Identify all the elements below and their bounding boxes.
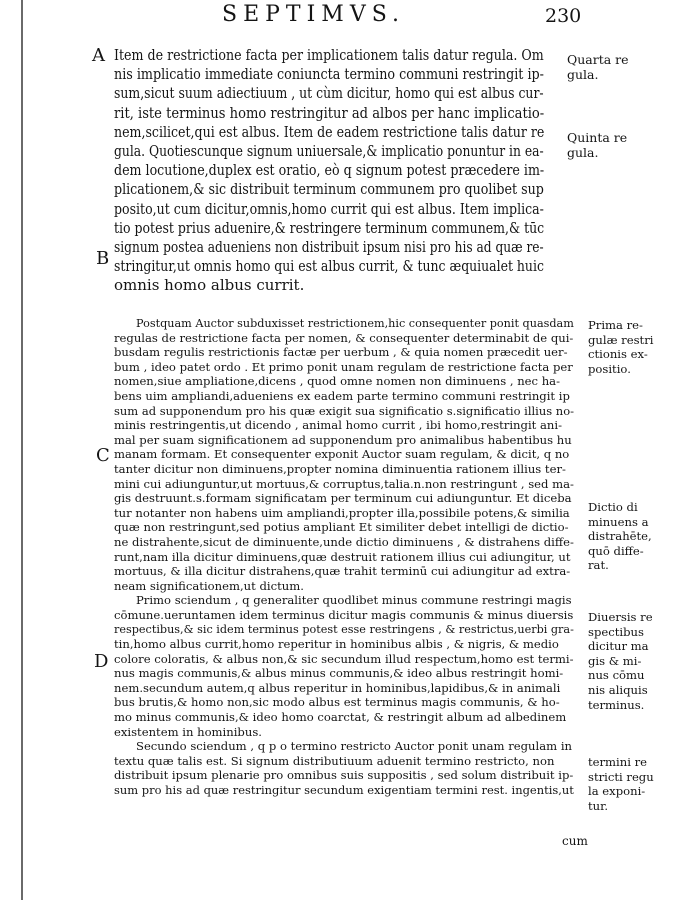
text-line: Item de restrictione facta per implicationem talis datur regula. Om: [114, 46, 544, 64]
side-note-line: terminus.: [588, 697, 645, 712]
side-note-line: Prima re-: [588, 318, 643, 332]
margin-marker-b: B: [96, 248, 110, 269]
text-line: quæ non restringunt,sed potius ampliant Et similiter debet intelligi de dictio-: [114, 520, 569, 535]
side-note-line: Dictio di: [588, 500, 638, 514]
side-note-line: positio.: [588, 361, 631, 376]
text-line: nem.secundum autem,q albus reperitur in hominibus,lapidibus,& in animali: [114, 680, 561, 695]
text-line: nus magis communis,& albus minus communis,& ideo albus restringit homi-: [114, 666, 564, 681]
side-note-line: stricti regu: [588, 769, 654, 784]
side-note-line: quō diffe-: [588, 543, 644, 558]
text-line: ne distrahente,sicut de diminuente,unde dictio diminuens , & distrahens diffe-: [114, 534, 574, 549]
margin-marker-d: D: [94, 651, 109, 672]
text-line: runt,nam illa dicitur diminuens,quæ destruit rationem illius cui adiungitur, ut: [114, 549, 571, 564]
side-note-line: dicitur ma: [588, 639, 649, 654]
margin-marker-a: A: [92, 45, 105, 66]
text-line: sum,sicut suum adiectiuum , ut cùm dicitur, homo qui est albus cur-: [114, 84, 544, 103]
text-line: tin,homo albus currit,homo reperitur in hominibus albis , & nigris, & medio: [114, 637, 559, 652]
margin-marker-c: C: [96, 445, 110, 466]
text-line: respectibus,& sic idem terminus potest esse restringens , & restrictus,uerbi gra-: [114, 622, 574, 637]
text-line: omnis homo albus currit.: [114, 276, 305, 295]
text-line: rit, iste terminus homo restringitur ad albos per hanc implicatio-: [114, 103, 545, 122]
text-line: stringitur,ut omnis homo qui est albus currit, & tunc æquiualet huic: [114, 257, 544, 276]
side-note-line: la exponi-: [588, 784, 646, 799]
side-note-line: spectibus: [588, 624, 644, 639]
text-line: mal per suam significationem ad supponendum pro animalibus habentibus hu: [114, 432, 572, 447]
side-note-line: gis & mi-: [588, 653, 642, 668]
text-line: signum postea adueniens non distribuit ipsum nisi pro his ad quæ re-: [114, 237, 544, 256]
text-line: colore coloratis, & albus non,& sic secundum illud respectum,homo est termi-: [114, 651, 574, 666]
text-line: regulas de restrictione facta per nomen, & consequenter determinabit de qui-: [114, 330, 574, 345]
text-line: tio potest prius aduenire,& restringere terminum communem,& tūc: [114, 218, 545, 237]
text-line: textu quæ talis est. Si signum distributiuum aduenit termino restricto, non: [114, 753, 555, 768]
catchword: cum: [562, 834, 588, 848]
text-line: minis restringentis,ut dicendo , animal homo currit , ibi homo,restringit ani-: [114, 418, 563, 433]
running-header-title: SEPTIMVS.: [222, 2, 405, 27]
side-note-line: Quinta re: [567, 130, 628, 145]
side-note-line: rat.: [588, 558, 609, 573]
text-line: plicationem,& sic distribuit terminum communem pro quolibet sup: [114, 180, 544, 199]
text-line: tur notanter non habens uim ampliandi,propter illa,possibile potens,& similia: [114, 505, 570, 520]
side-note-line: Diuersis re: [588, 610, 653, 624]
text-line: cōmune.ueruntamen idem terminus dicitur magis communis & minus diuersis: [114, 607, 574, 622]
text-line: bens uim ampliandi,adueniens ex eadem parte termino communi restringit ip: [114, 388, 570, 403]
side-note-line: nis aliquis: [588, 682, 648, 697]
side-note-quinta: [567, 130, 667, 160]
side-note-diuersis: [588, 610, 680, 712]
side-note-line: tur.: [588, 798, 609, 813]
text-line: gis destruunt.s.formam significatam per terminum cui adiunguntur. Et diceba: [114, 491, 572, 506]
side-note-line: gula.: [567, 145, 599, 160]
text-line: neam significationem,ut dictum.: [114, 578, 304, 593]
text-line: tanter dicitur non diminuens,propter nomina diminuentia rationem illius ter-: [114, 461, 566, 476]
top-paragraph: [114, 46, 544, 295]
side-note-dictio: [588, 500, 680, 573]
text-line: mortuus, & illa dicitur distrahens,quæ trahit terminū cui adiungitur ad extra-: [114, 564, 571, 579]
text-line: existentem in hominibus.: [114, 724, 262, 739]
text-line: bus brutis,& homo non,sic modo albus est terminus magis communis, & ho-: [114, 695, 560, 710]
text-line: manam formam. Et consequenter exponit Auctor suam regulam, & dicit, q no: [114, 447, 570, 462]
side-note-prima: [588, 318, 680, 376]
text-line: bum , ideo patet ordo . Et primo ponit unam regulam de restrictione facta per: [114, 359, 573, 374]
text-line: nomen,siue ampliatione,dicens , quod omne nomen non diminuens , nec ha-: [114, 374, 561, 389]
side-note-line: gulæ restri: [588, 332, 654, 347]
text-line: Secundo sciendum , q p o termino restricto Auctor ponit unam regulam in: [136, 739, 572, 754]
text-line: mo minus communis,& ideo homo coarctat, & restringit album ad albedinem: [114, 710, 567, 725]
text-line: posito,ut cum dicitur,omnis,homo currit qui est albus. Item implica-: [114, 199, 544, 218]
text-line: sum ad supponendum pro his quæ exigit sua significatio s.significatio illius no-: [114, 403, 575, 418]
side-note-line: nus cōmu: [588, 668, 645, 683]
side-note-line: minuens a: [588, 514, 649, 529]
text-line: Postquam Auctor subduxisset restrictionem,hic consequenter ponit quasdam: [136, 316, 574, 330]
text-line: sum pro his ad quæ restringitur secundum exigentiam termini rest. ingentis,ut: [114, 783, 574, 797]
side-note-line: distrahēte,: [588, 529, 652, 544]
text-line: nis implicatio immediate coniuncta termino communi restringit ip-: [114, 65, 544, 84]
page-number: 230: [545, 5, 582, 27]
text-line: busdam regulis restrictionis factæ per uerbum , & quia nomen præcedit uer-: [114, 345, 568, 360]
text-line: mini cui adiunguntur,ut mortuus,& corruptus,talia.n.non restringunt , sed ma-: [114, 476, 574, 491]
text-line: distribuit ipsum plenarie pro omnibus suis suppositis , sed solum distribuit ip-: [114, 768, 574, 783]
text-line: Primo sciendum , q generaliter quodlibet minus commune restringi magis: [136, 593, 572, 608]
side-note-line: ctionis ex-: [588, 347, 648, 362]
text-line: gula. Quotiescunque signum uniuersale,& implicatio ponuntur in ea-: [114, 141, 544, 160]
side-note-quarta: [567, 52, 667, 82]
side-note-line: gula.: [567, 67, 599, 82]
gutter-line: [21, 0, 23, 900]
commentary-text: [114, 316, 574, 798]
side-note-line: Quarta re: [567, 52, 629, 67]
side-note-line: termini re: [588, 755, 648, 769]
text-line: dem locutione,duplex est oratio, eò q signum potest præcedere im-: [114, 161, 545, 180]
text-line: nem,scilicet,qui est albus. Item de eadem restrictione talis datur re: [114, 122, 545, 141]
side-note-termini: [588, 755, 680, 813]
